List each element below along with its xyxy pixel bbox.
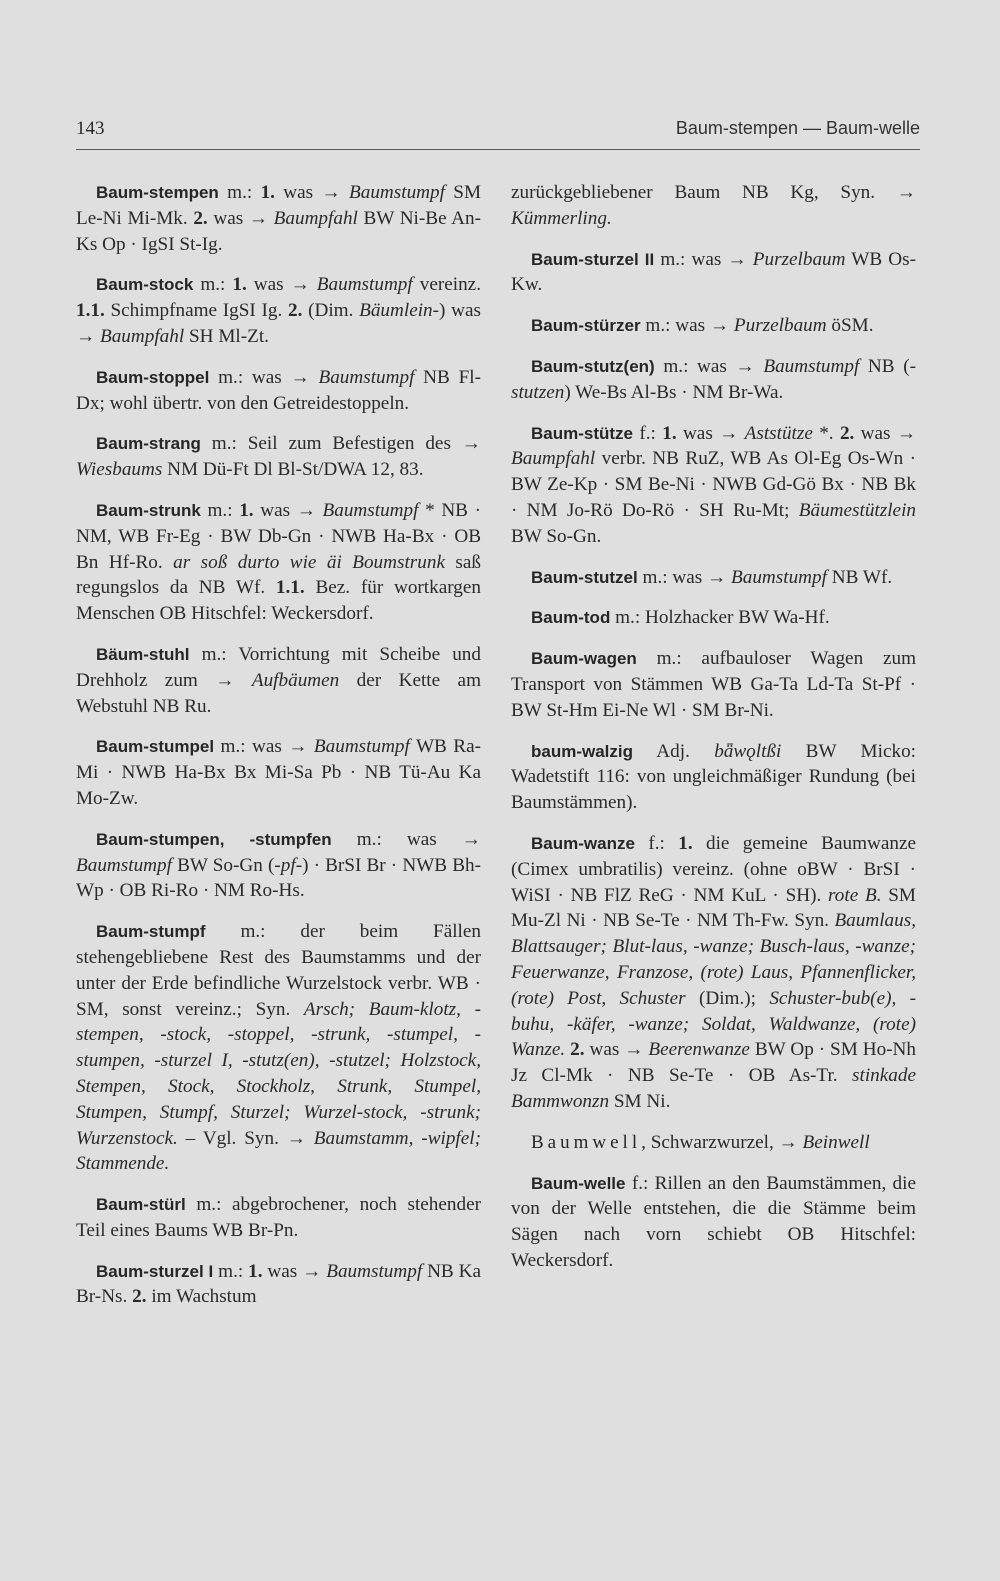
entry-body: m.: was → Baumstumpf NB Wf. — [642, 566, 893, 588]
entry-body: m.: der beim Fällen stehengebliebene Rest des Baumstamms und der unter der Erde befindliche Wurzelstock verbr. WB · SM, sonst vereinz.; Syn. Arsch; Baum-klotz, -stempen, -stock, -stoppel, -strunk, -stumpel, -stumpen, -sturzel I, -stutz(en), -stutzel; Holzstock, Stempen, Stock, Stockholz, Strunk, Stumpel, Stumpen, Stumpf, Sturzel; Wurzel-stock, -strunk; Wurzenstock. – Vgl. Syn. → Baumstamm, -wipfel; Stammende. — [76, 921, 481, 1175]
entry-lemma: Baum-stutz(en) — [531, 356, 655, 376]
entry-lemma: Baum-stumpel — [96, 737, 215, 757]
entry-body: m.: was → Baumstumpf BW So-Gn (-pf-) · BrSI Br · NWB Bh-Wp · OB Ri-Ro · NM Ro-Hs. — [76, 828, 481, 902]
entry-body: f.: Rillen an den Baumstämmen, die von der Welle entstehen, die die Stämme beim Sägen nach vorn schiebt OB Hitschfel: Weckersdorf. — [511, 1172, 917, 1271]
entry-lemma: Baum-tod — [531, 608, 611, 628]
dictionary-entry — [511, 831, 916, 1115]
entry-body: f.: 1. was → Aststütze *. 2. was → Baumpfahl verbr. NB RuZ, WB As Ol-Eg Os-Wn · BW Ze-Kp · SM Be-Ni · NWB Gd-Gö Bx · NB Bk · NM Jo-Rö Do-Rö · SH Ru-Mt; Bäumestützlein BW So-Gn. — [511, 422, 917, 547]
entry-body: m.: Holzhacker BW Wa-Hf. — [615, 607, 830, 629]
entry-lemma: Baum-strunk — [96, 500, 201, 520]
entry-lemma: Baum-welle — [531, 1173, 626, 1193]
dictionary-entry — [511, 313, 916, 339]
dictionary-entry — [76, 365, 481, 417]
entry-lemma: Bäum-stuhl — [96, 644, 190, 664]
entry-lemma: Baum-stoppel — [96, 367, 210, 387]
entry-body: zurückgebliebener Baum NB Kg, Syn. → Kümmerling. — [511, 182, 916, 229]
dictionary-entry — [511, 421, 916, 550]
entry-lemma: Baum-stumpf — [96, 922, 206, 942]
entry-body: m.: 1. was → Baumstumpf SM Le-Ni Mi-Mk. 2. was → Baumpfahl BW Ni-Be An-Ks Op · IgSI St-Ig. — [76, 182, 482, 255]
entry-body: m.: 1. was → Baumstumpf vereinz. 1.1. Schimpfname IgSI Ig. 2. (Dim. Bäumlein-) was → Baumpfahl SH Ml-Zt. — [76, 274, 481, 347]
entry-lemma: Baum-stock — [96, 275, 194, 295]
dictionary-entry — [511, 605, 916, 631]
entry-body: m.: 1. was → Baumstumpf NB Ka Br-Ns. 2. im Wachstum — [76, 1260, 482, 1308]
dictionary-entry — [76, 272, 481, 349]
dictionary-entry — [511, 1171, 916, 1274]
left-column — [76, 180, 481, 1325]
dictionary-entry — [76, 1259, 481, 1311]
entry-body: , Schwarzwurzel, → Beinwell — [641, 1131, 870, 1153]
entry-lemma: Baum-wagen — [531, 649, 637, 669]
dictionary-entry — [511, 180, 916, 232]
running-head — [76, 118, 920, 148]
entry-lemma: Baum-strang — [96, 434, 201, 454]
entry-body: Adj. bǟwǫltßi BW Micko: Wadetstift 116: von ungleichmäßiger Rundung (bei Baumstämmen). — [511, 740, 916, 814]
dictionary-entry — [76, 919, 481, 1177]
dictionary-entry — [511, 646, 916, 723]
dictionary-entry — [76, 827, 481, 904]
entry-body: m.: was → Baumstumpf NB Fl-Dx; wohl übertr. von den Getreidestoppeln. — [76, 366, 481, 414]
entry-lemma: Baum-stumpen, -stumpfen — [96, 829, 332, 849]
entry-lemma: Baum-wanze — [531, 833, 635, 853]
entry-body: m.: 1. was → Baumstumpf * NB · NM, WB Fr-Eg · BW Db-Gn · NWB Ha-Bx · OB Bn Hf-Ro. ar soß durto wie äi Boumstrunk saß regungslos da NB Wf. 1.1. Bez. für wortkargen Menschen OB Hitschfel: Weckersdorf. — [76, 499, 481, 625]
dictionary-entry — [511, 1130, 916, 1156]
entry-body: m.: was → Purzelbaum WB Os-Kw. — [511, 248, 916, 296]
entry-lemma: baum-walzig — [531, 741, 634, 761]
right-column — [511, 180, 916, 1289]
entry-lemma: Baum-stutzel — [531, 567, 638, 587]
dictionary-entry — [511, 247, 916, 299]
dictionary-entry — [76, 1192, 481, 1244]
page-number: 143 — [76, 118, 105, 139]
dictionary-entry — [511, 354, 916, 406]
dictionary-entry — [76, 431, 481, 483]
dictionary-entry — [76, 498, 481, 627]
entry-lemma: Baum-sturzel II — [531, 249, 655, 269]
dictionary-entry — [76, 642, 481, 719]
entry-lemma: Baum-stürl — [96, 1195, 186, 1215]
entry-body: m.: abgebrochener, noch stehender Teil eines Baums WB Br-Pn. — [76, 1194, 481, 1241]
entry-body: m.: Vorrichtung mit Scheibe und Drehholz zum → Aufbäumen der Kette am Webstuhl NB Ru. — [76, 643, 481, 717]
dictionary-entry — [511, 565, 916, 591]
dictionary-entry — [511, 739, 916, 816]
entry-body: m.: was → Baumstumpf NB (-stutzen) We-Bs Al-Bs · NM Br-Wa. — [511, 355, 917, 403]
entry-lemma: Baum-stütze — [531, 423, 634, 443]
dictionary-entry — [76, 734, 481, 811]
entry-body: m.: aufbauloser Wagen zum Transport von Stämmen WB Ga-Ta Ld-Ta St-Pf · BW St-Hm Ei-Ne Wl · SM Br-Ni. — [511, 648, 916, 721]
entry-body: m.: Seil zum Befestigen des → Wiesbaums NM Dü-Ft Dl Bl-St/DWA 12, 83. — [76, 433, 481, 481]
header-rule — [76, 149, 920, 150]
entry-lemma: Baumwell — [531, 1131, 642, 1153]
entry-body: m.: was → Purzelbaum öSM. — [645, 315, 874, 337]
entry-lemma: Baum-sturzel I — [96, 1261, 214, 1281]
entry-body: m.: was → Baumstumpf WB Ra-Mi · NWB Ha-Bx Bx Mi-Sa Pb · NB Tü-Au Ka Mo-Zw. — [76, 736, 481, 809]
entry-lemma: Baum-stempen — [96, 183, 219, 202]
entry-body: f.: 1. die gemeine Baumwanze (Cimex umbratilis) vereinz. (ohne oBW · BrSI · WiSI · NB FlZ ReG · NM KuL · SH). rote B. SM Mu-Zl Ni · NB Se-Te · NM Th-Fw. Syn. Baumlaus, Blattsauger; Blut-laus, -wanze; Busch-laus, -wanze; Feuerwanze, Franzose, (rote) Laus, Pfannenflicker, (rote) Post, Schuster (Dim.); Schuster-bub(e), -buhu, -käfer, -wanze; Soldat, Waldwanze, (rote) Wanze. 2. was → Beerenwanze BW Op · SM Ho-Nh Jz Cl-Mk · NB Se-Te · OB As-Tr. stinkade Bammwonzn SM Ni. — [511, 832, 917, 1112]
entry-lemma: Baum-stürzer — [531, 316, 641, 336]
running-title: Baum-stempen — Baum-welle — [675, 118, 920, 138]
dictionary-entry — [76, 180, 481, 257]
